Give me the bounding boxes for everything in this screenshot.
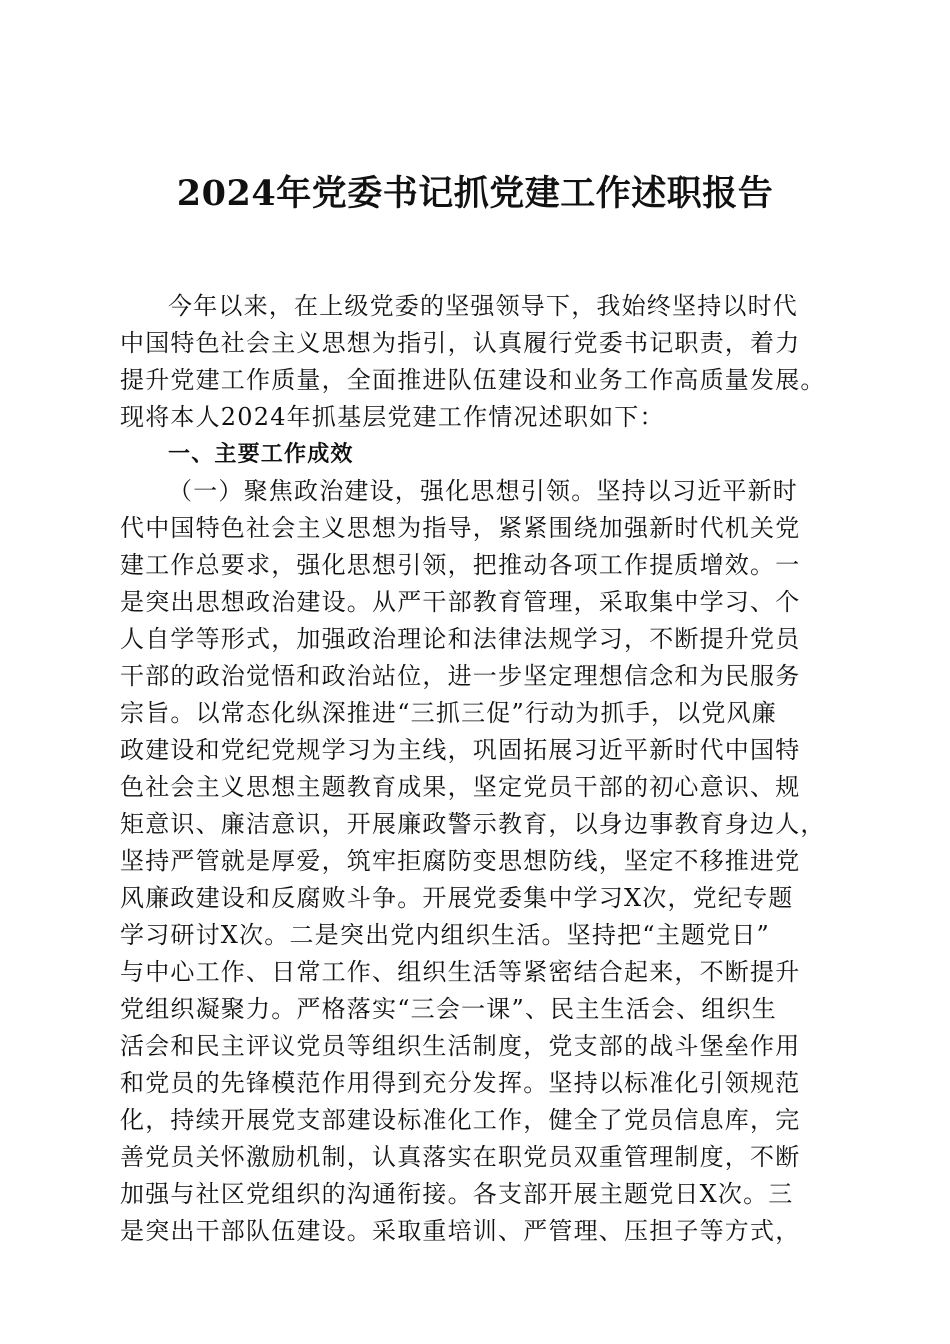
paragraph-line: 风廉政建设和反腐败斗争。开展党委集中学习X次，党纪专题 (120, 884, 794, 912)
paragraph-line: 加强与社区党组织的沟通衔接。各支部开展主题党日X次。三 (120, 1180, 794, 1208)
paragraph-line: 化，持续开展党支部建设标准化工作，健全了党员信息库，完 (120, 1106, 801, 1134)
paragraph-line: 干部的政治觉悟和政治站位，进一步坚定理想信念和为民服务 (120, 662, 801, 690)
paragraph-line: 今年以来，在上级党委的坚强领导下，我始终坚持以时代 (168, 292, 798, 320)
document-title: 2024年党委书记抓党建工作述职报告 (176, 173, 774, 214)
paragraph-line: 是突出思想政治建设。从严干部教育管理，采取集中学习、个 (120, 588, 801, 616)
section-heading: 一、主要工作成效 (168, 442, 354, 467)
paragraph-line: 党组织凝聚力。严格落实“三会一课”、民主生活会、组织生 (120, 995, 777, 1023)
paragraph-line: 政建设和党纪党规学习为主线，巩固拓展习近平新时代中国特 (120, 736, 801, 764)
paragraph-line: 活会和民主评议党员等组织生活制度，党支部的战斗堡垒作用 (120, 1032, 801, 1060)
paragraph-line: 色社会主义思想主题教育成果，坚定党员干部的初心意识、规 (120, 773, 801, 801)
paragraph-line: 人自学等形式，加强政治理论和法律法规学习，不断提升党员 (120, 625, 801, 653)
paragraph-line: 代中国特色社会主义思想为指导，紧紧围绕加强新时代机关党 (120, 514, 801, 542)
paragraph-line: 与中心工作、日常工作、组织生活等紧密结合起来，不断提升 (120, 958, 801, 986)
subsection-line: （一）聚焦政治建设，强化思想引领。坚持以习近平新时 (168, 477, 798, 505)
paragraph-line: 和党员的先锋模范作用得到充分发挥。坚持以标准化引领规范 (120, 1069, 801, 1097)
paragraph-line: 现将本人2024年抓基层党建工作情况述职如下： (120, 403, 665, 431)
paragraph-line: 坚持严管就是厚爱，筑牢拒腐防变思想防线，坚定不移推进党 (120, 847, 801, 875)
paragraph-line: 矩意识、廉洁意识，开展廉政警示教育，以身边事教育身边人， (120, 810, 826, 838)
paragraph-line: 中国特色社会主义思想为指引，认真履行党委书记职责，着力 (120, 329, 801, 357)
paragraph-line: 善党员关怀激励机制，认真落实在职党员双重管理制度，不断 (120, 1143, 801, 1171)
document-body (120, 288, 840, 1250)
paragraph-line: 宗旨。以常态化纵深推进“三抓三促”行动为抓手，以党风廉 (120, 699, 777, 727)
paragraph-line: 学习研讨X次。二是突出党内组织生活。坚持把“主题党日” (120, 921, 771, 949)
paragraph-line: 是突出干部队伍建设。采取重培训、严管理、压担子等方式， (120, 1217, 801, 1245)
paragraph-line: 建工作总要求，强化思想引领，把推动各项工作提质增效。一 (120, 551, 801, 579)
paragraph-line: 提升党建工作质量，全面推进队伍建设和业务工作高质量发展。 (120, 366, 826, 394)
